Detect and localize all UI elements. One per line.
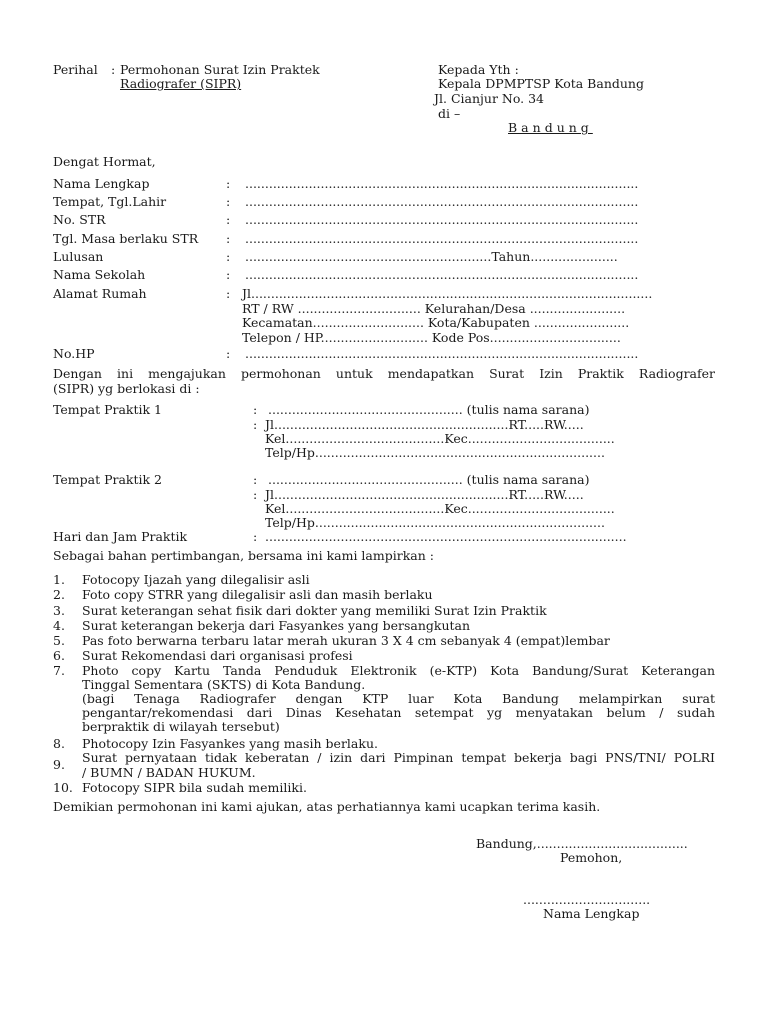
field-blank: ...................................................................................................	[245, 194, 639, 209]
field-label: Nama Lengkap	[53, 176, 150, 191]
praktik-label: Tempat Praktik 1	[53, 402, 163, 417]
list-number: 10.	[53, 780, 73, 795]
praktik-kel: Kel........................................Kec.....................................	[265, 431, 615, 446]
list-item: Surat Rekomendasi dari organisasi profesi	[82, 648, 353, 663]
list-number: 7.	[53, 663, 65, 678]
field-colon: :	[226, 286, 231, 301]
praktik-telp: Telp/Hp.........................................................................	[265, 515, 605, 530]
field-label: Hari dan Jam Praktik	[53, 529, 188, 544]
list-number: 1.	[53, 572, 65, 587]
praktik-sarana: ................................................. (tulis nama sarana)	[268, 402, 590, 417]
praktik-colon: :	[253, 402, 258, 417]
list-number: 8.	[53, 736, 65, 751]
list-item: Surat pernyataan tidak keberatan / izin dari Pimpinan tempat bekerja bagi PNS/TNI/ POLRI	[82, 750, 715, 765]
praktik-label: Tempat Praktik 2	[53, 472, 163, 487]
field-colon: :	[226, 231, 231, 246]
field-blank: ...................................................................................................	[245, 267, 639, 282]
list-item: Photocopy Izin Fasyankes yang masih berlaku.	[82, 736, 378, 751]
list-item-note: (bagi Tenaga Radiografer dengan KTP luar Kota Bandung melampirkan surat	[82, 691, 715, 706]
signature-name: Nama Lengkap	[543, 906, 640, 921]
address-line-telepon: Telepon / HP........................... Kode Pos.................................	[242, 330, 621, 345]
list-number: 2.	[53, 587, 65, 602]
praktik-colon: :	[253, 417, 258, 432]
list-item: Surat keterangan bekerja dari Fasyankes yang bersangkutan	[82, 618, 471, 633]
perihal-text-line2: Radiografer (SIPR)	[120, 76, 242, 91]
praktik-colon: :	[253, 487, 258, 502]
recipient-address: Jl. Cianjur No. 34	[434, 91, 544, 106]
perihal-colon: :	[111, 62, 116, 77]
perihal-text-line1: Permohonan Surat Izin Praktek	[120, 62, 320, 77]
list-number: 4.	[53, 618, 65, 633]
list-item-note: berpraktik di wilayah tersebut)	[82, 719, 280, 734]
field-blank: ...................................................................................................	[245, 212, 639, 227]
address-line-kecamatan: Kecamatan............................ Kota/Kabupaten ........................	[242, 315, 630, 330]
field-label: Tgl. Masa berlaku STR	[53, 231, 199, 246]
field-colon: :	[226, 249, 231, 264]
field-label: Lulusan	[53, 249, 104, 264]
field-label: Nama Sekolah	[53, 267, 146, 282]
field-label: No. STR	[53, 212, 106, 227]
list-item: Fotocopy SIPR bila sudah memiliki.	[82, 780, 307, 795]
recipient-line2: Kepala DPMPTSP Kota Bandung	[438, 76, 644, 91]
greeting: Dengat Hormat,	[53, 154, 156, 169]
praktik-sarana: ................................................. (tulis nama sarana)	[268, 472, 590, 487]
list-number: 6.	[53, 648, 65, 663]
recipient-line1: Kepada Yth :	[438, 62, 519, 77]
field-label: Tempat, Tgl.Lahir	[53, 194, 167, 209]
address-line-jl: Jl.....................................................................................................	[242, 286, 653, 301]
intro-line2: (SIPR) yg berlokasi di :	[53, 381, 200, 396]
list-number: 5.	[53, 633, 65, 648]
recipient-city: Bandung	[508, 120, 593, 135]
list-item-continuation: Tinggal Sementara (SKTS) di Kota Bandung.	[82, 677, 366, 692]
field-colon: :	[226, 194, 231, 209]
field-colon: :	[226, 267, 231, 282]
field-blank: ...................................................................................................	[245, 176, 639, 191]
field-blank: ..............................................................Tahun......................	[245, 249, 618, 264]
field-blank: ...........................................................................................	[265, 529, 627, 544]
praktik-jl: Jl...........................................................RT.....RW.....	[265, 417, 584, 432]
signature-role: Pemohon,	[560, 850, 623, 865]
list-item: Pas foto berwarna terbaru latar merah ukuran 3 X 4 cm sebanyak 4 (empat)lembar	[82, 633, 610, 648]
field-colon: :	[226, 176, 231, 191]
lampiran-intro: Sebagai bahan pertimbangan, bersama ini kami lampirkan :	[53, 548, 434, 563]
field-label: No.HP	[53, 346, 95, 361]
list-item-note: pengantar/rekomendasi dari Dinas Kesehatan setempat yg menyatakan belum / sudah	[82, 705, 715, 720]
signature-line: ................................	[523, 892, 651, 907]
recipient-di: di –	[438, 106, 461, 121]
list-item: Foto copy STRR yang dilegalisir asli dan masih berlaku	[82, 587, 433, 602]
praktik-jl: Jl...........................................................RT.....RW.....	[265, 487, 584, 502]
field-blank: ...................................................................................................	[245, 231, 639, 246]
field-colon: :	[253, 529, 258, 544]
list-item: Surat keterangan sehat fisik dari dokter yang memiliki Surat Izin Praktik	[82, 603, 547, 618]
praktik-telp: Telp/Hp.........................................................................	[265, 445, 605, 460]
list-item: Fotocopy Ijazah yang dilegalisir asli	[82, 572, 310, 587]
list-number: 9.	[53, 757, 65, 772]
closing-text: Demikian permohonan ini kami ajukan, atas perhatiannya kami ucapkan terima kasih.	[53, 799, 601, 814]
praktik-kel: Kel........................................Kec.....................................	[265, 501, 615, 516]
field-blank: ...................................................................................................	[245, 346, 639, 361]
list-item-continuation: / BUMN / BADAN HUKUM.	[82, 765, 256, 780]
intro-line1: Dengan ini mengajukan permohonan untuk mendapatkan Surat Izin Praktik Radiografer	[53, 366, 715, 381]
signature-place-date: Bandung,......................................	[476, 836, 688, 851]
field-colon: :	[226, 212, 231, 227]
address-line-rt-rw: RT / RW ............................... Kelurahan/Desa ........................	[242, 301, 626, 316]
perihal-label: Perihal	[53, 62, 98, 77]
praktik-colon: :	[253, 472, 258, 487]
list-item: Photo copy Kartu Tanda Penduduk Elektronik (e-KTP) Kota Bandung/Surat Keterangan	[82, 663, 715, 678]
list-number: 3.	[53, 603, 65, 618]
field-colon: :	[226, 346, 231, 361]
field-label: Alamat Rumah	[53, 286, 147, 301]
